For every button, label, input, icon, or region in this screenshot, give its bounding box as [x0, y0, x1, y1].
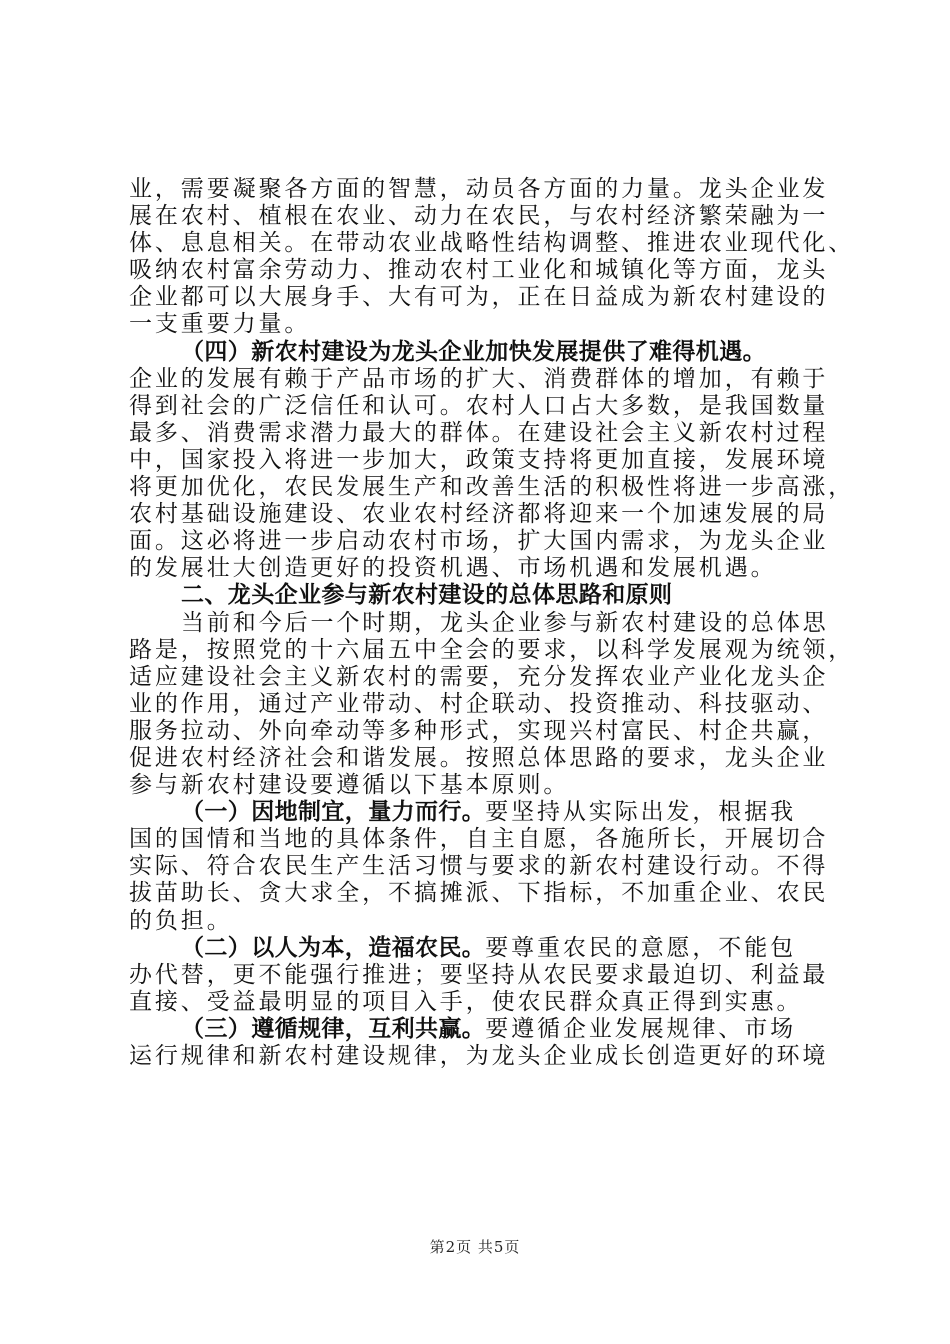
line-text: 体、息息相关。在带动农业战略性结构调整、推进农业现代化、 — [129, 230, 855, 257]
line-text: 直接、受益最明显的项目入手，使农民群众真正得到实惠。 — [129, 988, 803, 1015]
paragraph-line — [129, 853, 841, 880]
paragraph-line — [129, 636, 855, 664]
line-text: 业的作用，通过产业带动、村企联动、投资推动、科技驱动、 — [129, 690, 829, 717]
paragraph-line — [129, 745, 841, 772]
line-text: 农村基础设施建设、农业农村经济都将迎来一个加速发展的局 — [129, 501, 829, 528]
paragraph-line — [129, 880, 841, 907]
line-text: 要坚持从实际出发，根据我 — [485, 799, 797, 826]
line-text: 吸纳农村富余劳动力、推动农村工业化和城镇化等方面，龙头 — [129, 257, 829, 284]
paragraph-line — [129, 826, 841, 853]
line-text: 运行规律和新农村建设规律，为龙头企业成长创造更好的环境 — [129, 1043, 829, 1069]
line-text: 的发展壮大创造更好的投资机遇、市场机遇和发展机遇。 — [129, 555, 777, 582]
paragraph-line — [129, 393, 841, 420]
paragraph-line — [129, 718, 841, 745]
heading-line — [129, 339, 841, 366]
document-body — [129, 176, 855, 1070]
line-text: 面。这必将进一步启动农村市场，扩大国内需求，为龙头企业 — [129, 528, 829, 555]
line-text: 业，需要凝聚各方面的智慧，动员各方面的力量。龙头企业发 — [129, 176, 829, 202]
paragraph-line — [129, 772, 841, 799]
line-text: 得到社会的广泛信任和认可。农村人口占大多数，是我国数量 — [129, 392, 829, 419]
line-text: 适应建设社会主义新农村的需要，充分发挥农业产业化龙头企 — [129, 663, 829, 690]
paragraph-line — [129, 447, 841, 474]
line-text: 中，国家投入将进一步加大，政策支持将更加直接，发展环境 — [129, 446, 829, 473]
heading-line — [129, 799, 841, 826]
line-text: 企业都可以大展身手、大有可为，正在日益成为新农村建设的 — [129, 284, 829, 311]
paragraph-line — [129, 664, 841, 691]
paragraph-line — [129, 311, 841, 338]
paragraph-line — [129, 176, 841, 203]
bold-heading: （三）遵循规律，互利共赢。 — [181, 1015, 486, 1042]
paragraph-line — [129, 474, 855, 501]
line-text: 要遵循企业发展规律、市场 — [485, 1015, 797, 1042]
paragraph-line — [129, 908, 841, 935]
line-text: 服务拉动、外向牵动等多种形式，实现兴村富民、村企共赢， — [129, 717, 829, 744]
paragraph-line — [129, 528, 841, 555]
paragraph-line — [129, 257, 841, 284]
paragraph-line — [129, 1043, 841, 1070]
line-text: 要尊重农民的意愿，不能包 — [485, 934, 797, 961]
paragraph-line — [129, 962, 841, 989]
paragraph-line — [129, 610, 841, 637]
heading-line — [129, 1016, 841, 1043]
line-text: 实际、符合农民生产生活习惯与要求的新农村建设行动。不得 — [129, 853, 829, 880]
page-footer: 第2页 共5页 — [429, 1238, 521, 1256]
bold-heading: 二、龙头企业参与新农村建设的总体思路和原则 — [181, 582, 673, 609]
heading-line — [129, 582, 841, 609]
line-text: 将更加优化，农民发展生产和改善生活的积极性将进一步高涨， — [129, 474, 855, 501]
bold-heading: （一）因地制宜，量力而行。 — [181, 799, 486, 826]
line-text: 企业的发展有赖于产品市场的扩大、消费群体的增加，有赖于 — [129, 365, 829, 392]
paragraph-line — [129, 989, 841, 1016]
bold-heading: （四）新农村建设为龙头企业加快发展提供了难得机遇。 — [181, 338, 766, 365]
line-text: 的负担。 — [129, 907, 233, 934]
line-text: 展在农村、植根在农业、动力在农民，与农村经济繁荣融为一 — [129, 203, 829, 230]
line-text: 办代替，更不能强行推进；要坚持从农民要求最迫切、利益最 — [129, 961, 829, 988]
paragraph-line — [129, 366, 841, 393]
paragraph-line — [129, 420, 841, 447]
line-text: 促进农村经济社会和谐发展。按照总体思路的要求，龙头企业 — [129, 744, 829, 771]
line-text: 参与新农村建设要遵循以下基本原则。 — [129, 772, 570, 799]
paragraph-line — [129, 230, 855, 257]
paragraph-line — [129, 501, 841, 528]
paragraph-line — [129, 284, 841, 311]
paragraph-line — [129, 555, 841, 582]
bold-heading: （二）以人为本，造福农民。 — [181, 934, 486, 961]
line-text: 拔苗助长、贪大求全，不搞摊派、下指标，不加重企业、农民 — [129, 880, 829, 907]
paragraph-line — [129, 691, 841, 718]
line-text: 国的国情和当地的具体条件，自主自愿，各施所长，开展切合 — [129, 826, 829, 853]
line-text: 当前和今后一个时期，龙头企业参与新农村建设的总体思 — [181, 609, 829, 636]
heading-line — [129, 935, 841, 962]
line-text: 路是，按照党的十六届五中全会的要求，以科学发展观为统领， — [129, 636, 855, 663]
paragraph-line — [129, 203, 841, 230]
line-text: 最多、消费需求潜力最大的群体。在建设社会主义新农村过程 — [129, 419, 829, 446]
line-text: 一支重要力量。 — [129, 311, 311, 338]
